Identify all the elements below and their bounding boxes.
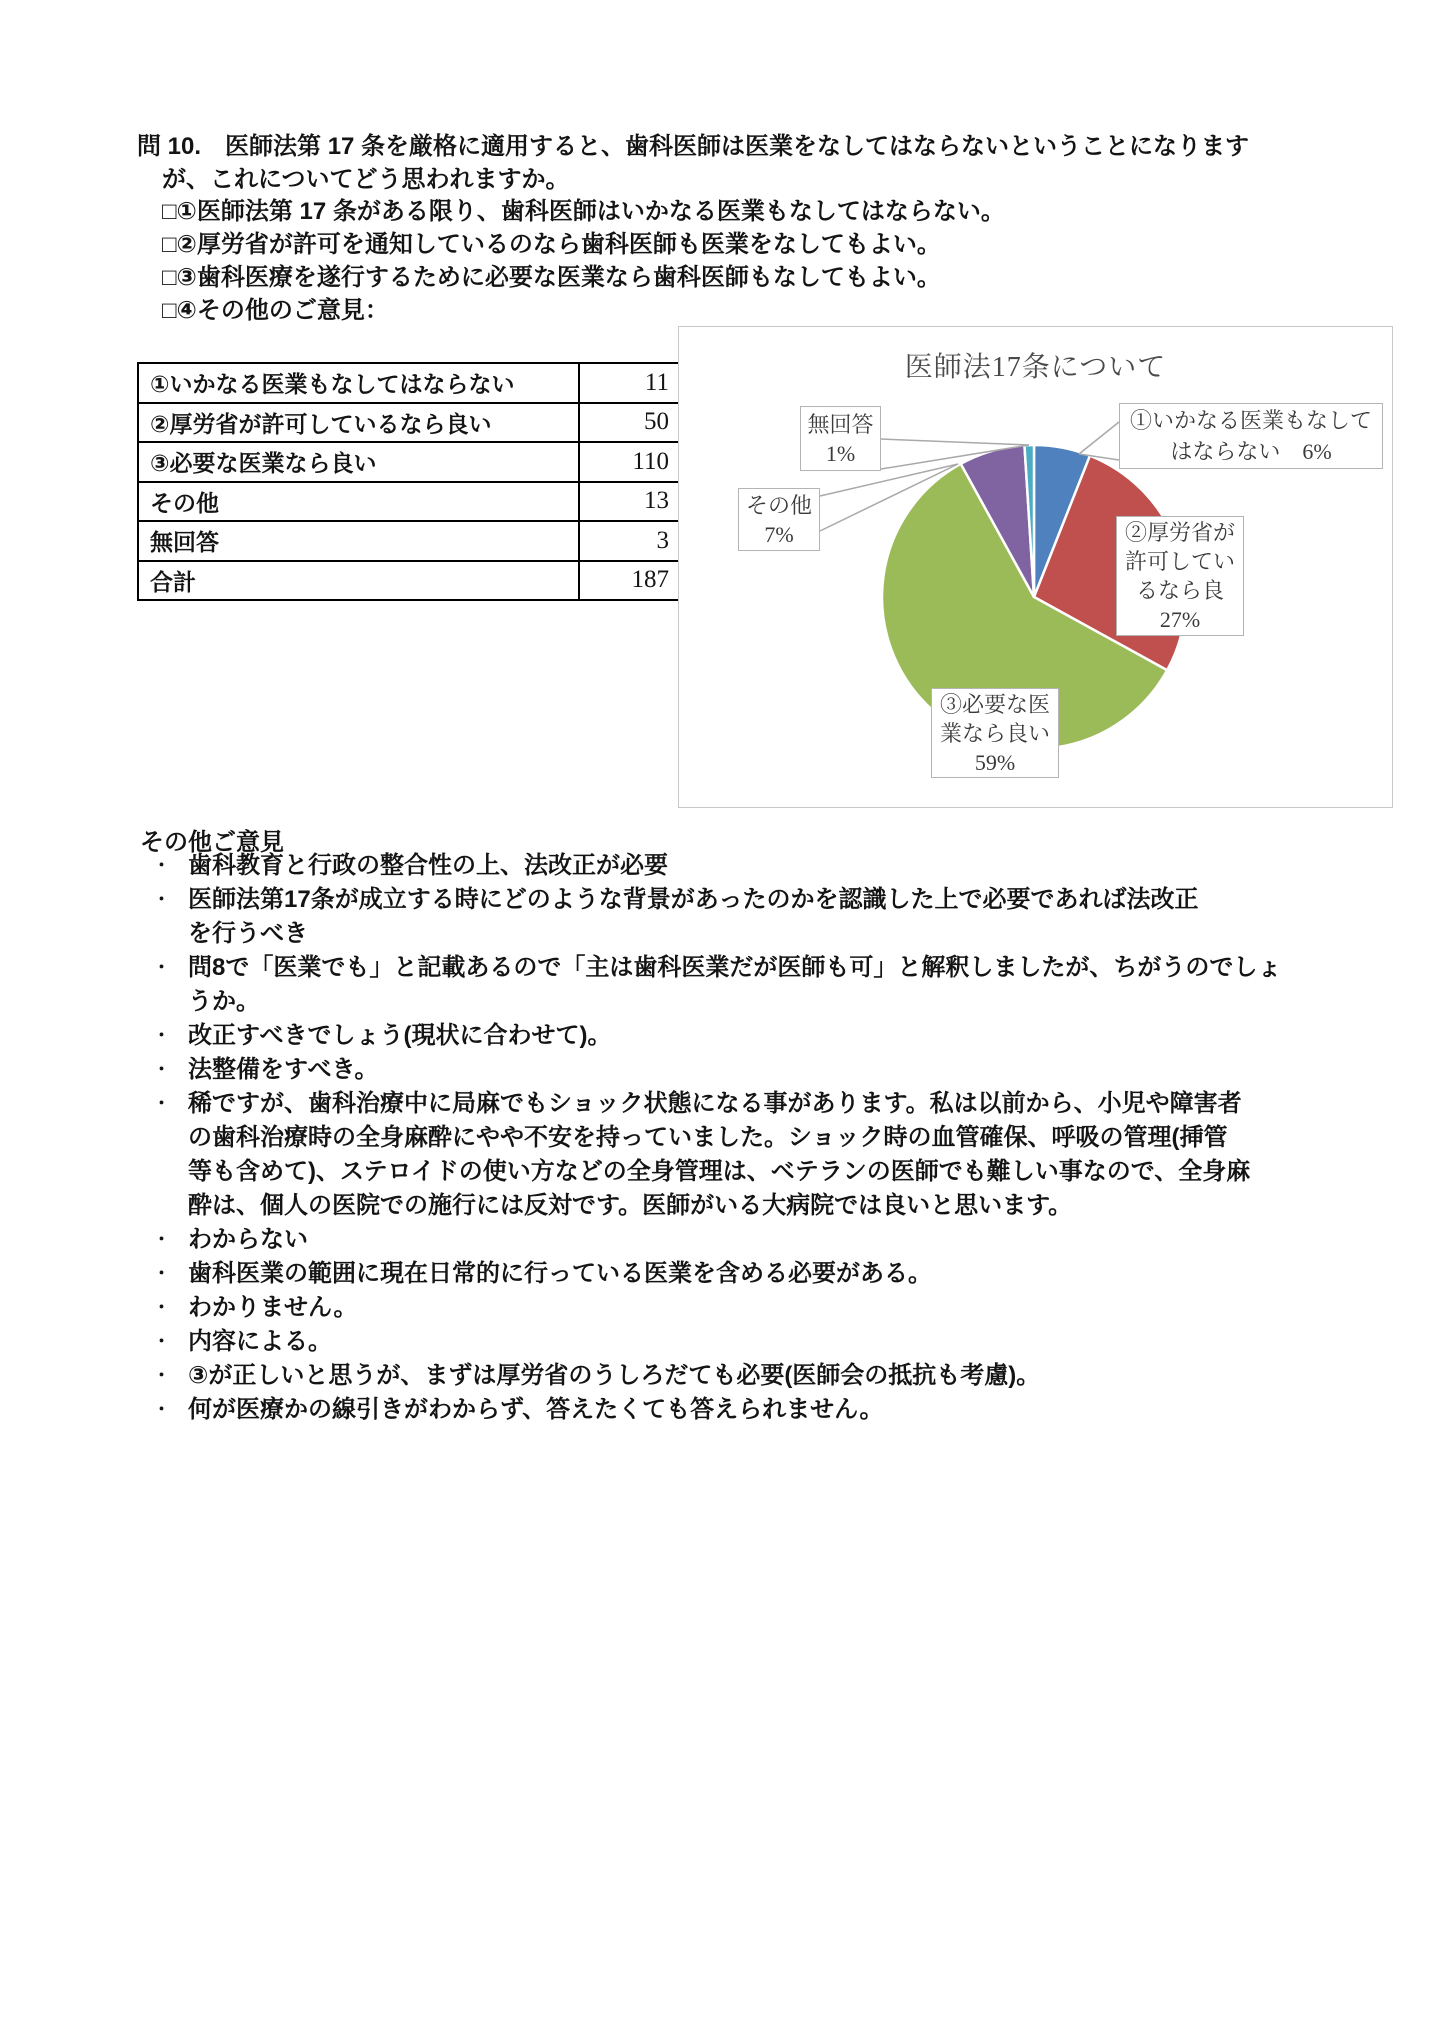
label-line: 27% [1159, 607, 1201, 632]
table-cell-label: ②厚労省が許可しているなら良い [138, 403, 579, 443]
pie-label-option2 [1116, 516, 1244, 636]
comment-item [153, 849, 1281, 883]
comment-line: 問8で「医業でも」と記載あるので「主は歯科医業だが医師も可」と解釈しましたが、ちがうのでしょ [188, 954, 1282, 981]
comment-text [188, 1359, 1281, 1393]
question-line-6: □④その他のご意見： [162, 296, 389, 324]
comment-line: うか。 [188, 988, 260, 1015]
bullet-icon: ・ [153, 958, 170, 977]
table-row [138, 521, 684, 561]
comment-item [153, 1053, 1281, 1087]
comment-line: 医師法第17条が成立する時にどのような背景があったのかを認識した上で必要であれば法改正 [188, 886, 1199, 913]
comment-line: 酔は、個人の医院での施行には反対です。医師がいる大病院では良いと思います。 [188, 1192, 1073, 1219]
comment-item [153, 1087, 1281, 1223]
question-line-2: が、これについてどう思われますか。 [162, 165, 570, 193]
comment-text [188, 1291, 1281, 1325]
table-cell-label: ③必要な医業なら良い [138, 442, 579, 482]
results-table [137, 362, 685, 601]
label-line: るなら良 [1135, 578, 1224, 603]
pie-label-no-answer [800, 406, 881, 471]
leader-line-none-top [881, 439, 1029, 445]
table-row [138, 442, 684, 482]
label-line: 許可してい [1124, 549, 1235, 574]
pie-label-option1 [1119, 403, 1383, 469]
comment-line: 何が医療かの線引きがわからず、答えたくても答えられません。 [188, 1396, 884, 1423]
comment-line: 内容による。 [188, 1328, 332, 1355]
label-line: 業なら良い [939, 720, 1050, 746]
comment-line: 歯科教育と行政の整合性の上、法改正が必要 [188, 852, 668, 879]
comment-text [188, 883, 1281, 951]
bullet-icon: ・ [153, 1060, 170, 1079]
chart-title: 医師法17条について [904, 352, 1167, 383]
question-block [137, 131, 1249, 327]
table-cell-value: 13 [579, 482, 684, 522]
comments-list [153, 849, 1281, 1427]
bullet-icon: ・ [153, 1026, 170, 1045]
comment-text [188, 1325, 1281, 1359]
results-table-body [138, 363, 684, 600]
comment-line: わからない [188, 1226, 308, 1253]
label-line: はならない 6% [1170, 439, 1332, 464]
label-line: 59% [974, 749, 1016, 775]
comment-text [188, 1257, 1281, 1291]
bullet-icon: ・ [153, 1366, 170, 1385]
bullet-icon: ・ [153, 1400, 170, 1419]
label-line: ②厚労省が [1124, 520, 1235, 545]
question-line-4: □②厚労省が許可を通知しているのなら歯科医師も医業をなしてもよい。 [162, 231, 941, 259]
bullet-icon: ・ [153, 1094, 170, 1113]
bullet-icon: ・ [153, 856, 170, 875]
comment-line: を行うべき [188, 920, 308, 947]
comment-text [188, 1393, 1281, 1427]
comment-text [188, 1053, 1281, 1087]
table-cell-label: ①いかなる医業もなしてはならない [138, 363, 579, 403]
comment-item [153, 883, 1281, 951]
comment-line: の歯科治療時の全身麻酔にやや不安を持っていました。ショック時の血管確保、呼吸の管理(挿管 [188, 1124, 1228, 1151]
comment-item [153, 951, 1281, 1019]
comment-line: 稀ですが、歯科治療中に局麻でもショック状態になる事があります。私は以前から、小児や障害者 [188, 1090, 1242, 1117]
table-cell-value: 110 [579, 442, 684, 482]
comments-heading: その他ご意見 [140, 829, 284, 856]
comment-item [153, 1325, 1281, 1359]
table-row [138, 482, 684, 522]
question-line-1: 問 10. 医師法第 17 条を厳格に適用すると、歯科医師は医業をなしてはならないということになります [137, 133, 1250, 160]
table-cell-value: 50 [579, 403, 684, 443]
bullet-icon: ・ [153, 1264, 170, 1283]
comment-item [153, 1223, 1281, 1257]
bullet-icon: ・ [153, 1230, 170, 1249]
table-cell-label: その他 [138, 482, 579, 522]
label-line: ③必要な医 [939, 691, 1050, 717]
table-cell-value: 3 [579, 521, 684, 561]
comment-item [153, 1291, 1281, 1325]
comment-text [188, 951, 1281, 1019]
table-cell-label: 合計 [138, 561, 579, 601]
leader-line-l1-top [1079, 422, 1119, 454]
label-line: 無回答 [807, 411, 874, 437]
comment-text [188, 1087, 1281, 1223]
comment-item [153, 1359, 1281, 1393]
table-cell-value: 187 [579, 561, 684, 601]
bullet-icon: ・ [153, 1298, 170, 1317]
comment-line: 歯科医業の範囲に現在日常的に行っている医業を含める必要がある。 [188, 1260, 932, 1287]
label-line: 1% [825, 440, 856, 466]
comment-line: わかりません。 [188, 1294, 358, 1321]
comment-item [153, 1257, 1281, 1291]
table-row [138, 561, 684, 601]
comment-line: 法整備をすべき。 [188, 1056, 379, 1083]
question-line-5: □③歯科医療を遂行するために必要な医業なら歯科医師もなしてもよい。 [162, 263, 941, 291]
label-line: 7% [764, 521, 794, 547]
pie-label-other [738, 488, 820, 551]
comment-line: 改正すべきでしょう(現状に合わせて)。 [188, 1022, 612, 1049]
bullet-icon: ・ [153, 890, 170, 909]
comment-line: ③が正しいと思うが、まずは厚労省のうしろだても必要(医師会の抵抗も考慮)。 [188, 1362, 1041, 1389]
question-line-3: □①医師法第 17 条がある限り、歯科医師はいかなる医業もなしてはならない。 [162, 198, 1005, 226]
bullet-icon: ・ [153, 1332, 170, 1351]
table-cell-label: 無回答 [138, 521, 579, 561]
table-row [138, 363, 684, 403]
comment-text [188, 1223, 1281, 1257]
comment-text [188, 849, 1281, 883]
comment-item [153, 1019, 1281, 1053]
table-cell-value: 11 [579, 363, 684, 403]
comment-item [153, 1393, 1281, 1427]
comment-text [188, 1019, 1281, 1053]
comment-line: 等も含めて)、ステロイドの使い方などの全身管理は、ベテランの医師でも難しい事なので、全身麻 [188, 1158, 1251, 1185]
pie-chart [678, 326, 1393, 808]
label-line: その他 [745, 492, 812, 518]
label-line: ①いかなる医業もなして [1129, 408, 1372, 433]
pie-label-option3 [931, 688, 1059, 778]
table-row [138, 403, 684, 443]
